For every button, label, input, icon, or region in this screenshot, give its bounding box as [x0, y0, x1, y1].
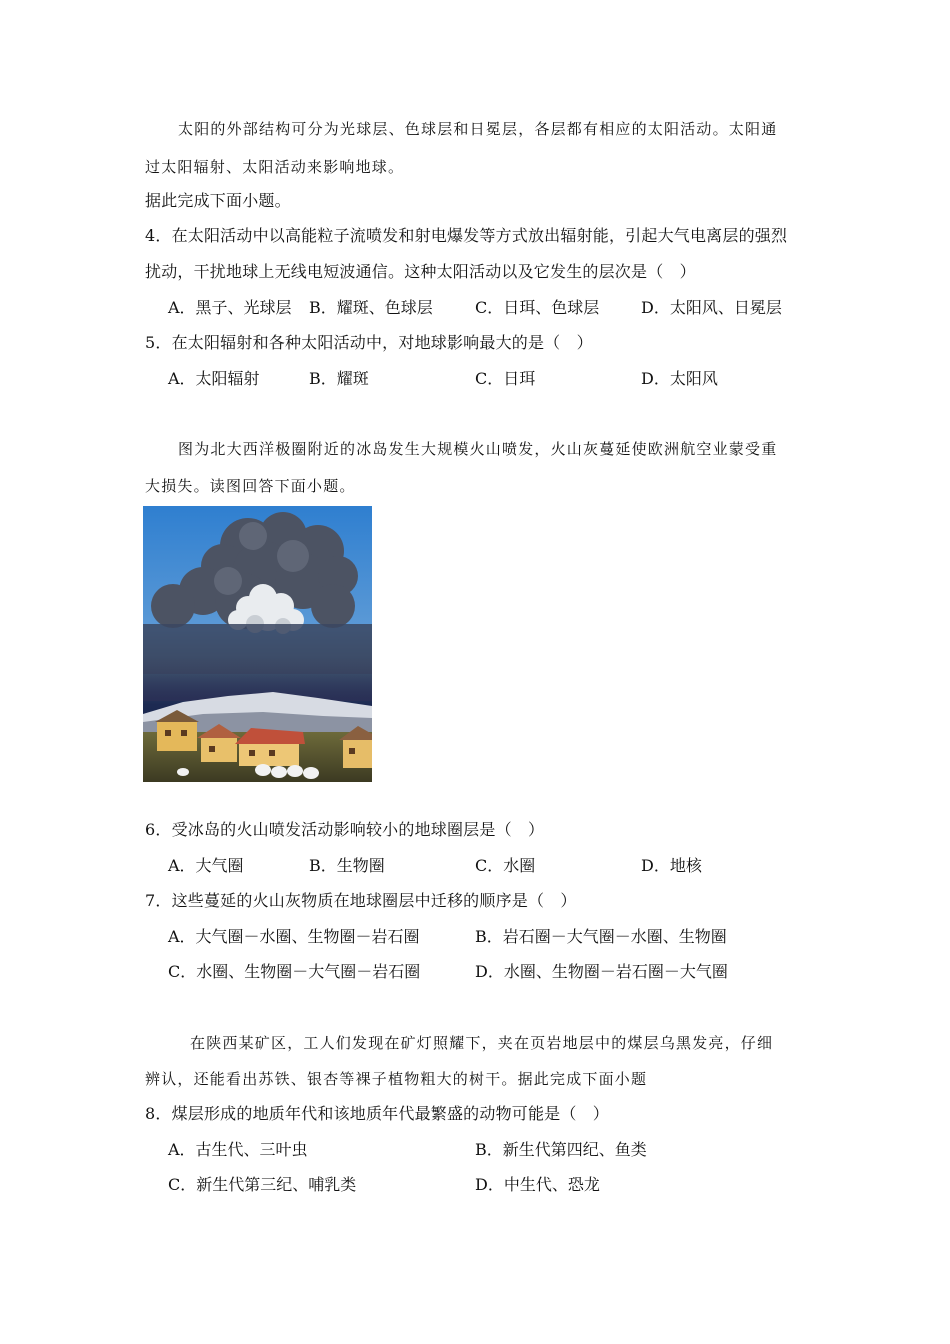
- question-4-stem-line2: 扰动，干扰地球上无线电短波通信。这种太阳活动以及它发生的层次是（ ）: [145, 262, 696, 281]
- question-5-option-b[interactable]: B．耀斑: [309, 369, 369, 388]
- question-6-option-c[interactable]: C．水圈: [475, 856, 536, 875]
- question-4-option-c[interactable]: C．日珥、色球层: [475, 298, 600, 317]
- passage1-instruction: 据此完成下面小题。: [145, 191, 291, 210]
- passage3-line1: 在陕西某矿区，工人们发现在矿灯照耀下，夹在页岩地层中的煤层乌黑发亮，仔细: [190, 1034, 774, 1052]
- question-4-option-b[interactable]: B．耀斑、色球层: [309, 298, 433, 317]
- question-7-option-d[interactable]: D．水圈、生物圈－岩石圈－大气圈: [475, 962, 728, 981]
- passage2-line1: 图为北大西洋极圈附近的冰岛发生大规模火山喷发，火山灰蔓延使欧洲航空业蒙受重: [178, 440, 778, 458]
- question-5-option-d[interactable]: D．太阳风: [641, 369, 718, 388]
- question-5-option-c[interactable]: C．日珥: [475, 369, 536, 388]
- question-6-option-d[interactable]: D．地核: [641, 856, 702, 875]
- question-8-option-b[interactable]: B．新生代第四纪、鱼类: [475, 1140, 647, 1159]
- question-5-stem: 5．在太阳辐射和各种太阳活动中，对地球影响最大的是（ ）: [145, 333, 593, 352]
- question-6-option-a[interactable]: A．大气圈: [168, 856, 244, 875]
- question-6-stem: 6．受冰岛的火山喷发活动影响较小的地球圈层是（ ）: [145, 820, 545, 839]
- passage1-line2: 过太阳辐射、太阳活动来影响地球。: [145, 158, 405, 176]
- question-8-option-d[interactable]: D．中生代、恐龙: [475, 1175, 600, 1194]
- passage1-line1: 太阳的外部结构可分为光球层、色球层和日冕层，各层都有相应的太阳活动。太阳通: [178, 120, 778, 138]
- question-7-option-b[interactable]: B．岩石圈－大气圈－水圈、生物圈: [475, 927, 727, 946]
- question-8-option-c[interactable]: C．新生代第三纪、哺乳类: [168, 1175, 357, 1194]
- volcano-eruption-photo: [143, 506, 372, 782]
- question-8-stem: 8．煤层形成的地质年代和该地质年代最繁盛的动物可能是（ ）: [145, 1104, 609, 1123]
- question-8-option-a[interactable]: A．古生代、三叶虫: [168, 1140, 308, 1159]
- question-5-option-a[interactable]: A．太阳辐射: [168, 369, 260, 388]
- passage3-line2: 辨认，还能看出苏铁、银杏等裸子植物粗大的树干。据此完成下面小题: [145, 1070, 648, 1088]
- question-7-stem: 7．这些蔓延的火山灰物质在地球圈层中迁移的顺序是（ ）: [145, 891, 577, 910]
- question-7-option-c[interactable]: C．水圈、生物圈－大气圈－岩石圈: [168, 962, 421, 981]
- question-4-stem-line1: 4．在太阳活动中以高能粒子流喷发和射电爆发等方式放出辐射能，引起大气电离层的强烈: [145, 226, 788, 245]
- question-7-option-a[interactable]: A．大气圈－水圈、生物圈－岩石圈: [168, 927, 420, 946]
- question-6-option-b[interactable]: B．生物圈: [309, 856, 385, 875]
- question-4-option-a[interactable]: A．黑子、光球层: [168, 298, 292, 317]
- passage2-line2: 大损失。读图回答下面小题。: [145, 477, 356, 495]
- question-4-option-d[interactable]: D．太阳风、日冕层: [641, 298, 782, 317]
